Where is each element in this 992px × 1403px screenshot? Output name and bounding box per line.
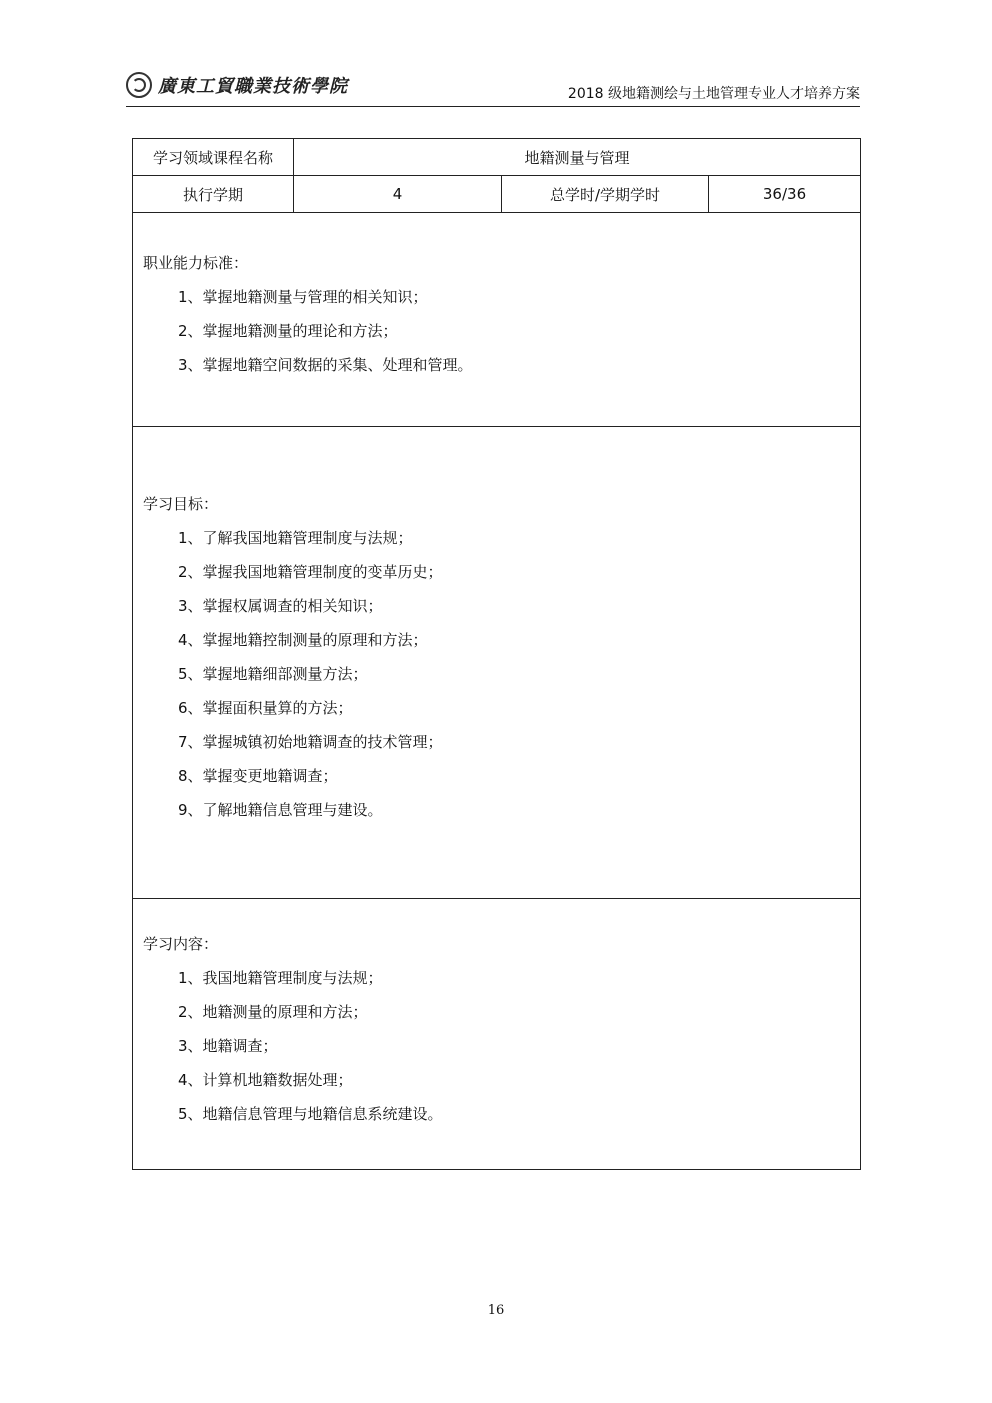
list-item: 4、掌握地籍控制测量的原理和方法； (178, 631, 428, 649)
term-row (133, 176, 861, 213)
course-spec-table (132, 138, 861, 1170)
page-number: 16 (487, 1303, 505, 1318)
list-item: 2、掌握地籍测量的理论和方法； (178, 322, 398, 340)
list-item: 2、地籍测量的原理和方法； (178, 1003, 368, 1021)
objectives-section (133, 427, 861, 899)
term-label: 执行学期 (133, 176, 294, 213)
document-title: 2018 级地籍测绘与土地管理专业人才培养方案 (567, 86, 860, 102)
list-item: 3、掌握权属调查的相关知识； (178, 597, 383, 615)
content-list (143, 968, 850, 1124)
competency-section (133, 213, 861, 427)
list-item: 8、掌握变更地籍调查； (178, 767, 338, 785)
objectives-list (143, 528, 850, 820)
school-emblem-icon (126, 72, 152, 98)
hours-label: 总学时/学期学时 (502, 176, 709, 213)
list-item: 4、计算机地籍数据处理； (178, 1071, 353, 1089)
list-item: 9、了解地籍信息管理与建设。 (178, 801, 383, 819)
list-item: 5、地籍信息管理与地籍信息系统建设。 (178, 1105, 443, 1123)
list-item: 5、掌握地籍细部测量方法； (178, 665, 368, 683)
page-header (126, 70, 860, 107)
section-title: 职业能力标准： (143, 254, 249, 272)
term-value: 4 (294, 176, 502, 213)
hours-value: 36/36 (709, 176, 861, 213)
list-item: 2、掌握我国地籍管理制度的变革历史； (178, 563, 443, 581)
list-item: 7、掌握城镇初始地籍调查的技术管理； (178, 733, 443, 751)
competency-list (143, 287, 850, 375)
list-item: 3、掌握地籍空间数据的采集、处理和管理。 (178, 356, 473, 374)
course-name-row (133, 139, 861, 176)
list-item: 1、了解我国地籍管理制度与法规； (178, 529, 413, 547)
content-section (133, 899, 861, 1170)
list-item: 6、掌握面积量算的方法； (178, 699, 353, 717)
school-name: 廣東工貿職業技術學院 (158, 76, 348, 97)
school-logo (126, 72, 348, 98)
course-name-label: 学习领域课程名称 (133, 139, 294, 176)
course-name-value: 地籍测量与管理 (294, 139, 861, 176)
list-item: 1、掌握地籍测量与管理的相关知识； (178, 288, 428, 306)
section-title: 学习目标： (143, 495, 219, 513)
list-item: 3、地籍调查； (178, 1037, 278, 1055)
section-title: 学习内容： (143, 935, 219, 953)
list-item: 1、我国地籍管理制度与法规； (178, 969, 383, 987)
